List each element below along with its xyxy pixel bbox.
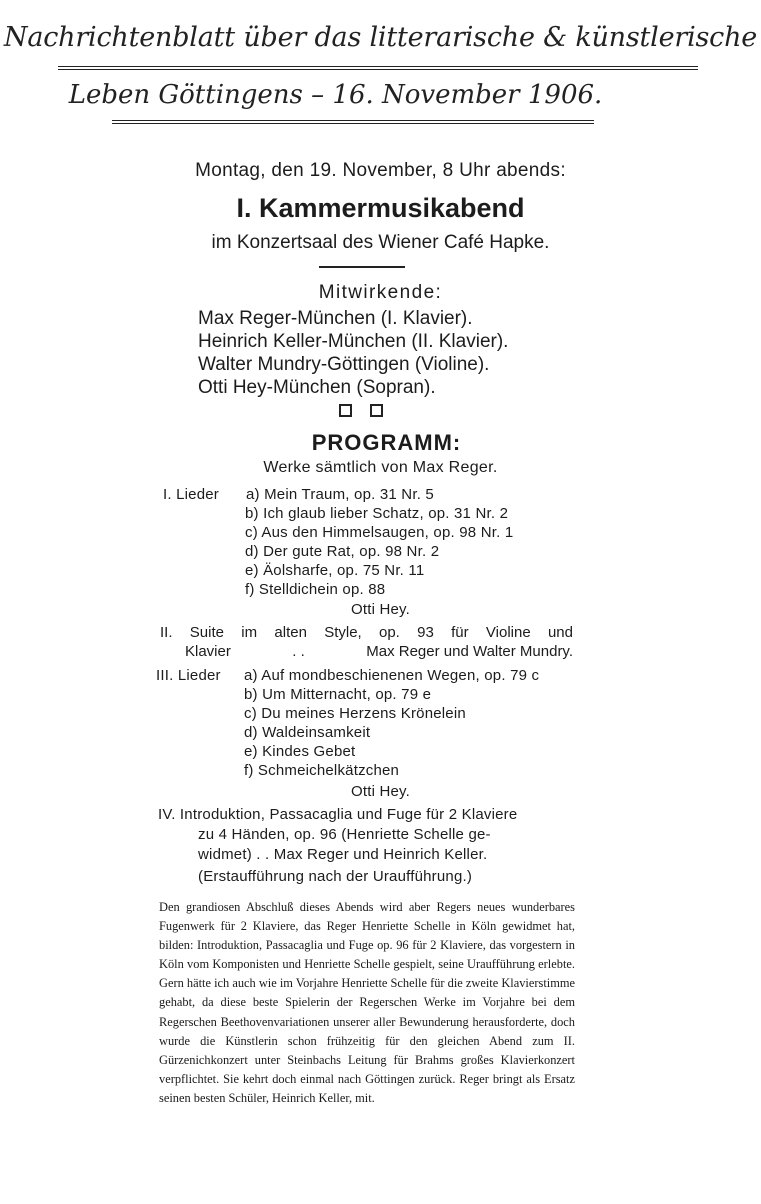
- word: Suite: [189, 624, 224, 641]
- song-item: e) Äolsharfe, op. 75 Nr. 11: [245, 562, 425, 579]
- song-item: a) Auf mondbeschienenen Wegen, op. 79 c: [244, 667, 540, 684]
- word: 93: [417, 624, 434, 641]
- square-ornament-icon: [370, 404, 383, 417]
- word: . .: [292, 643, 305, 660]
- underline: [112, 123, 594, 124]
- song-item: c) Aus den Himmelsaugen, op. 98 Nr. 1: [245, 524, 514, 541]
- word: Max Reger und Walter Mundry.: [366, 643, 573, 660]
- performer-item: Otti Hey-München (Sopran).: [198, 377, 436, 398]
- handwritten-heading-line-1: Nachrichtenblatt über das litterarische & künstlerische: [3, 22, 758, 53]
- word: im: [241, 624, 258, 641]
- event-dateline: Montag, den 19. November, 8 Uhr abends:: [195, 160, 566, 181]
- song-item: f) Stelldichein op. 88: [245, 581, 386, 598]
- square-ornament-icon: [339, 404, 352, 417]
- song-item: e) Kindes Gebet: [244, 743, 356, 760]
- performer-item: Heinrich Keller-München (II. Klavier).: [198, 331, 509, 352]
- word: alten: [274, 624, 307, 641]
- word: II.: [160, 624, 173, 641]
- underline: [58, 69, 698, 70]
- word: Klavier: [185, 643, 231, 660]
- performers-heading: Mitwirkende:: [318, 282, 443, 303]
- event-title: I. Kammermusikabend: [236, 193, 525, 223]
- handwritten-heading-line-2: Leben Göttingens – 16. November 1906.: [68, 80, 603, 110]
- song-item: b) Ich glaub lieber Schatz, op. 31 Nr. 2: [245, 505, 509, 522]
- section-4-line: zu 4 Händen, op. 96 (Henriette Schelle ge-: [198, 826, 491, 843]
- word: und: [547, 624, 573, 641]
- divider-rule: [319, 266, 405, 268]
- performer-item: Max Reger-München (I. Klavier).: [198, 308, 473, 329]
- word: op.: [379, 624, 400, 641]
- song-item: a) Mein Traum, op. 31 Nr. 5: [246, 486, 434, 503]
- word: Style,: [324, 624, 362, 641]
- section-4-line: (Erstaufführung nach der Uraufführung.): [198, 868, 473, 885]
- underline: [112, 120, 594, 121]
- program-subtitle: Werke sämtlich von Max Reger.: [263, 459, 498, 476]
- section-2-line-1: [160, 624, 573, 641]
- section-1-lead: I. Lieder: [163, 486, 219, 503]
- event-venue: im Konzertsaal des Wiener Café Hapke.: [211, 232, 550, 253]
- song-item: b) Um Mitternacht, op. 79 e: [244, 686, 432, 703]
- song-item: f) Schmeichelkätzchen: [244, 762, 400, 779]
- song-item: d) Der gute Rat, op. 98 Nr. 2: [245, 543, 440, 560]
- underline: [58, 66, 698, 67]
- performer-item: Walter Mundry-Göttingen (Violine).: [198, 354, 490, 375]
- word: Violine: [485, 624, 531, 641]
- program-heading: PROGRAMM:: [311, 430, 462, 455]
- song-item: d) Waldeinsamkeit: [244, 724, 371, 741]
- word: für: [451, 624, 469, 641]
- section-3-performer: Otti Hey.: [350, 783, 411, 800]
- section-1-performer: Otti Hey.: [350, 601, 411, 618]
- section-4-line: widmet) . . Max Reger und Heinrich Keller.: [198, 846, 488, 863]
- song-item: c) Du meines Herzens Krönelein: [244, 705, 466, 722]
- section-2-line-2: [185, 643, 573, 660]
- section-4-line: IV. Introduktion, Passacaglia und Fuge für 2 Klaviere: [158, 806, 518, 823]
- note-paragraph: Den grandiosen Abschluß dieses Abends wird aber Regers neues wunderbares Fugenwerk für 2 Klaviere, das Reger Henriette Schelle in Köln gewidmet hat, bilden: Introduktion, Passacaglia und Fuge op. 96 für 2 Klaviere, das vorgestern in Köln vom Komponisten und Henriette Schelle gespielt, seine Uraufführung erlebte. Gern hätte ich auch wie im Vorjahre Henriette Schelle für die zweite Klavierstimme gehabt, da diese beste Spielerin der Regerschen Werke im Vorjahre bei dem Regerschen Beethovenvariationen unserer aller Bewunderung herausforderte, doch wurde die Künstlerin schon frühzeitig für den gleichen Abend zum II. Gürzenichkonzert unter Steinbachs Leitung für Brahms großes Klavierkonzert verpflichtet. Sie kehrt doch einmal nach Göttingen zurück. Reger bringt als Ersatz seinen besten Schüler, Heinrich Keller, mit.: [159, 900, 575, 1105]
- section-3-lead: III. Lieder: [156, 667, 221, 684]
